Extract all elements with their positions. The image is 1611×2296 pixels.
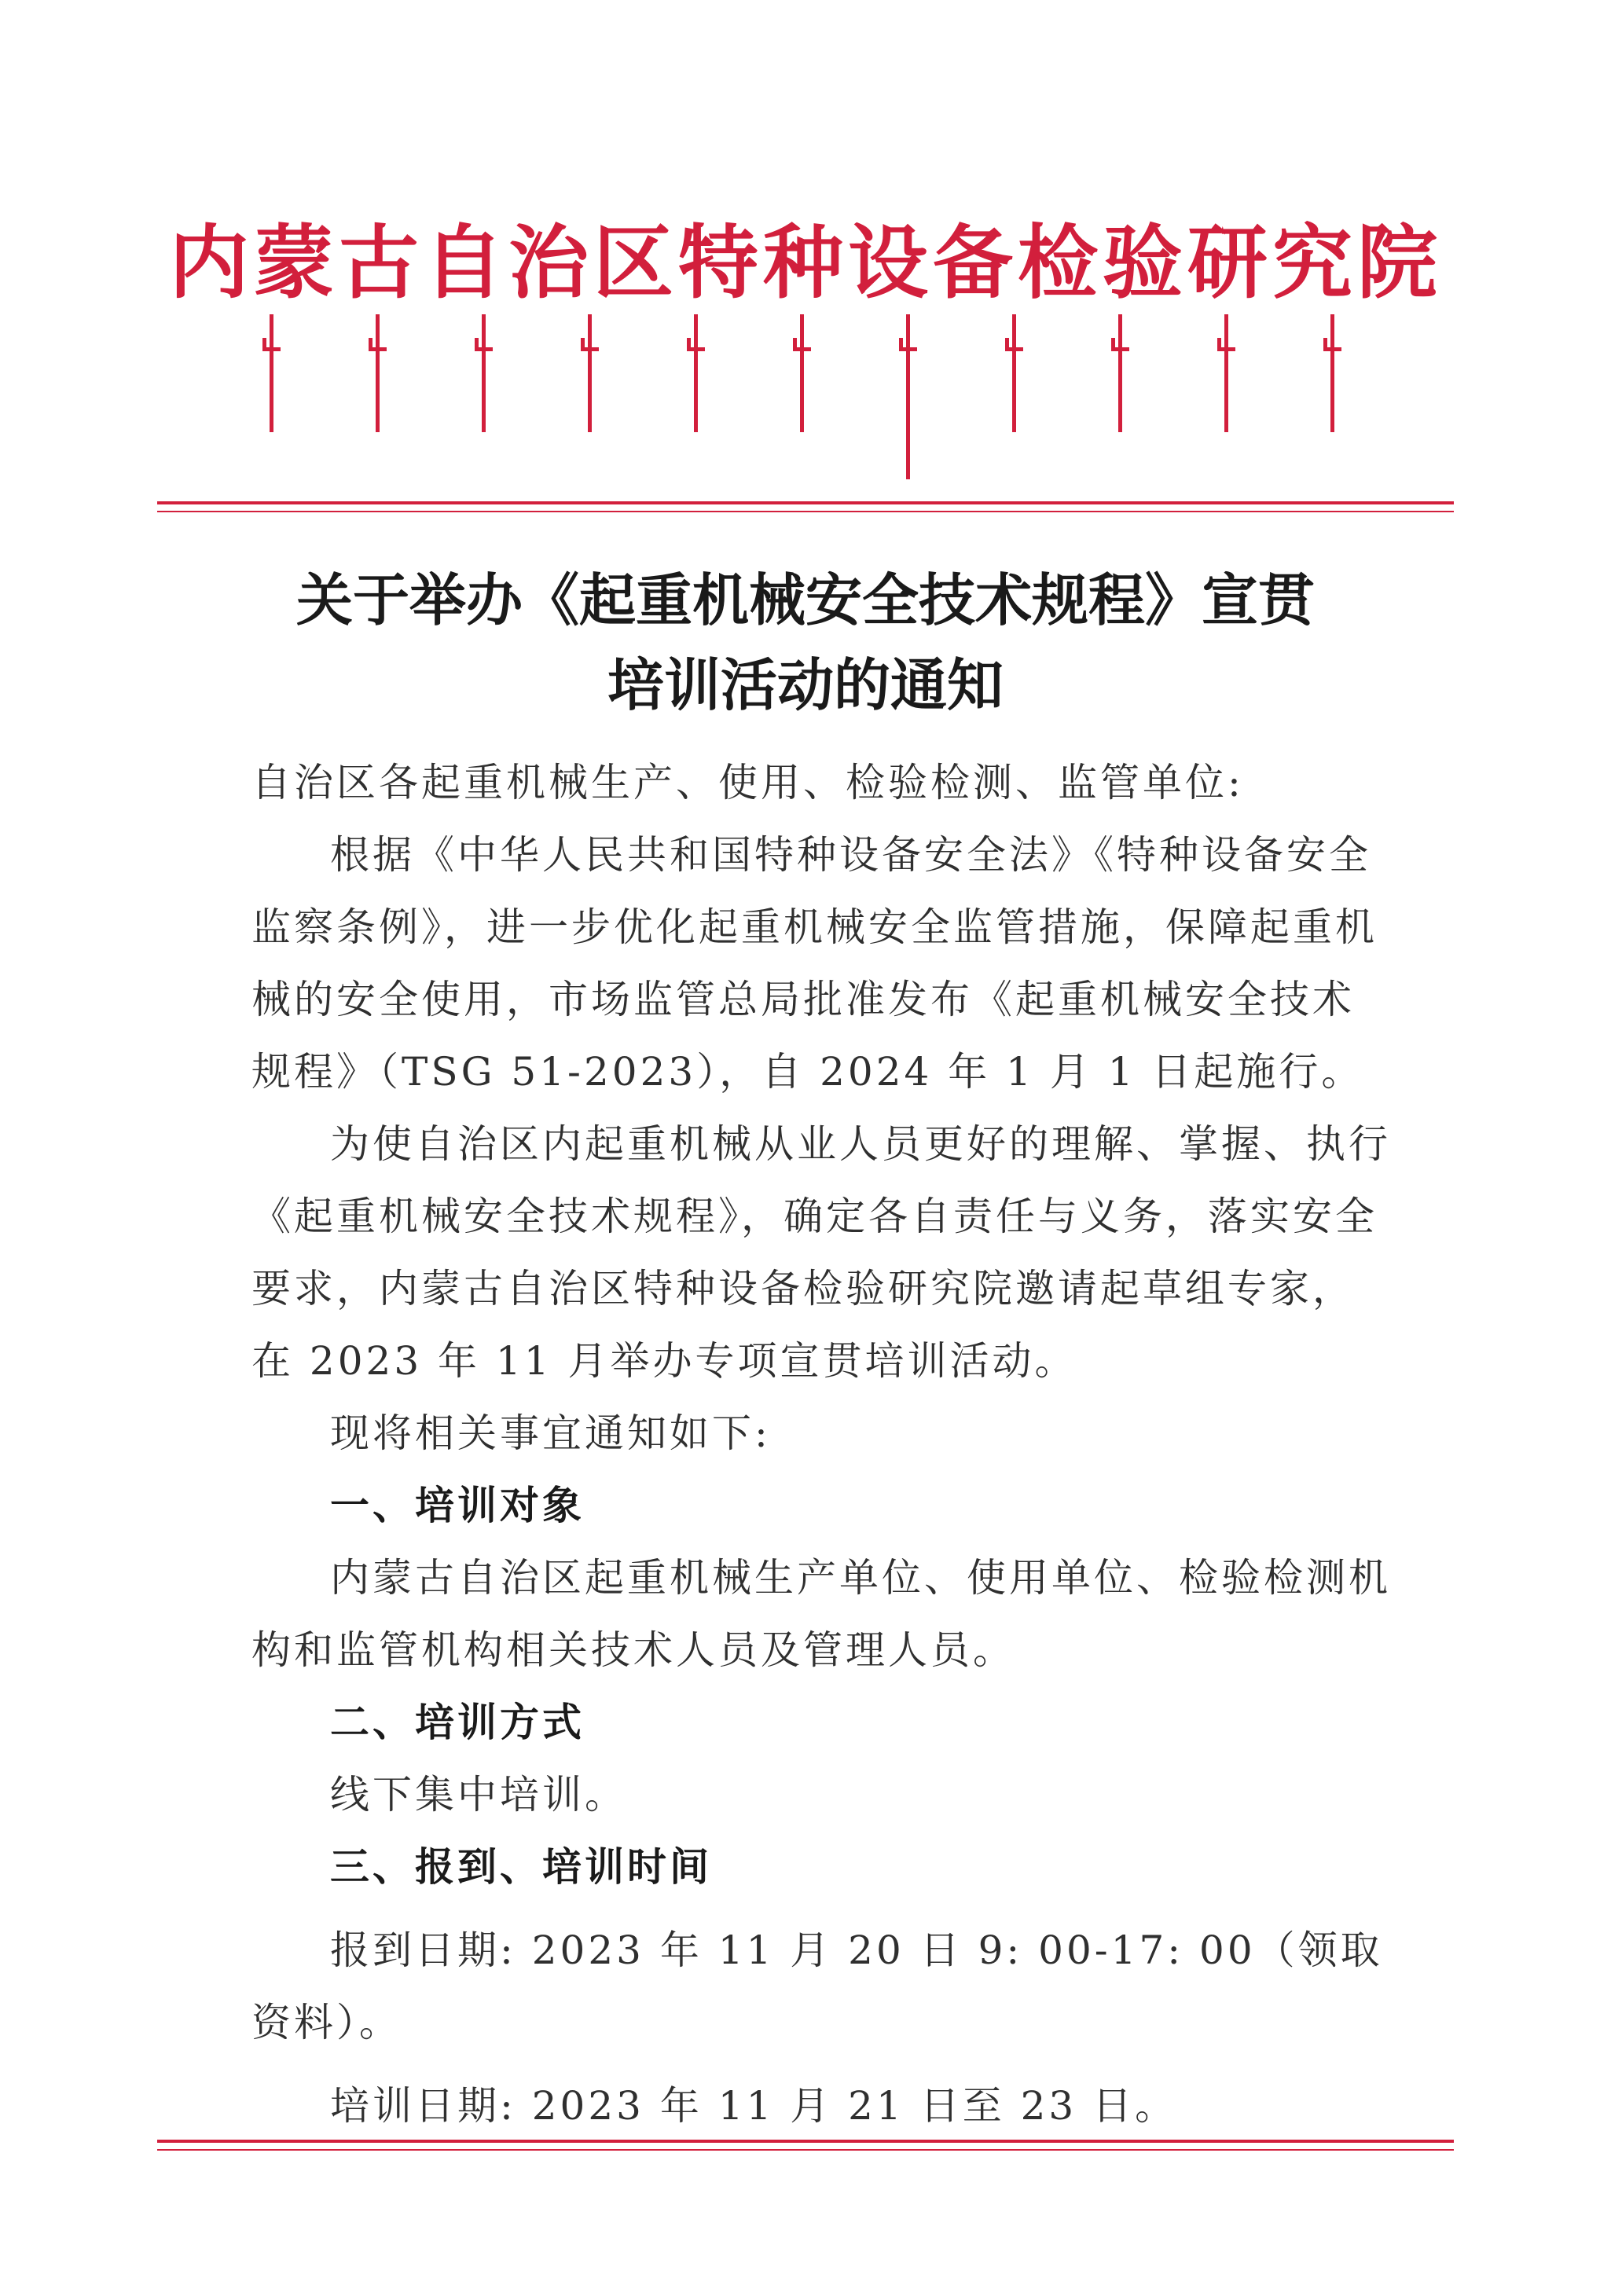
title-line-2: 培训活动的通知 bbox=[607, 651, 1004, 718]
title-line-1: 关于举办《起重机械安全技术规程》宣贯 bbox=[295, 567, 1315, 633]
section-heading: 二、培训方式 bbox=[330, 1700, 585, 1745]
salutation: 自治区各起重机械生产、使用、检验检测、监管单位: bbox=[251, 760, 1244, 805]
paragraph: 现将相关事宜通知如下: bbox=[330, 1410, 771, 1456]
footer-rule-thin bbox=[157, 2149, 1454, 2151]
training-date: 培训日期: 2023 年 11 月 21 日至 23 日。 bbox=[330, 2083, 1178, 2129]
letterhead-rule-thin bbox=[157, 511, 1454, 512]
footer-rule-thick bbox=[157, 2140, 1454, 2143]
document-title bbox=[189, 558, 1422, 728]
paragraph: 根据《中华人民共和国特种设备安全法》《特种设备安全监察条例》，进一步优化起重机械安全监管措施，保障起重机械的安全使用，市场监管总局批准发布《起重机械安全技术规程》（TSG 51-2023），自 2024 年 1 月 1 日起施行。 bbox=[251, 832, 1378, 1095]
section-text: 内蒙古自治区起重机械生产单位、使用单位、检验检测机构和监管机构相关技术人员及管理人员。 bbox=[251, 1555, 1391, 1673]
checkin-date: 报到日期: 2023 年 11 月 20 日 9: 00-17: 00（领取资料）。 bbox=[251, 1927, 1383, 2045]
document-body bbox=[251, 746, 1391, 2142]
section-text: 线下集中培训。 bbox=[330, 1772, 627, 1817]
section-heading: 一、培训对象 bbox=[330, 1483, 585, 1528]
paragraph: 为使自治区内起重机械从业人员更好的理解、掌握、执行《起重机械安全技术规程》，确定各自责任与义务，落实安全要求，内蒙古自治区特种设备检验研究院邀请起草组专家，在 2023 年 11 月举办专项宣贯培训活动。 bbox=[251, 1121, 1391, 1384]
section-heading: 三、报到、培训时间 bbox=[330, 1844, 712, 1890]
org-name: 内蒙古自治区特种设备检验研究院 bbox=[169, 216, 1442, 310]
org-name-mongolian bbox=[0, 314, 1611, 479]
letterhead-rule-thick bbox=[157, 501, 1454, 504]
